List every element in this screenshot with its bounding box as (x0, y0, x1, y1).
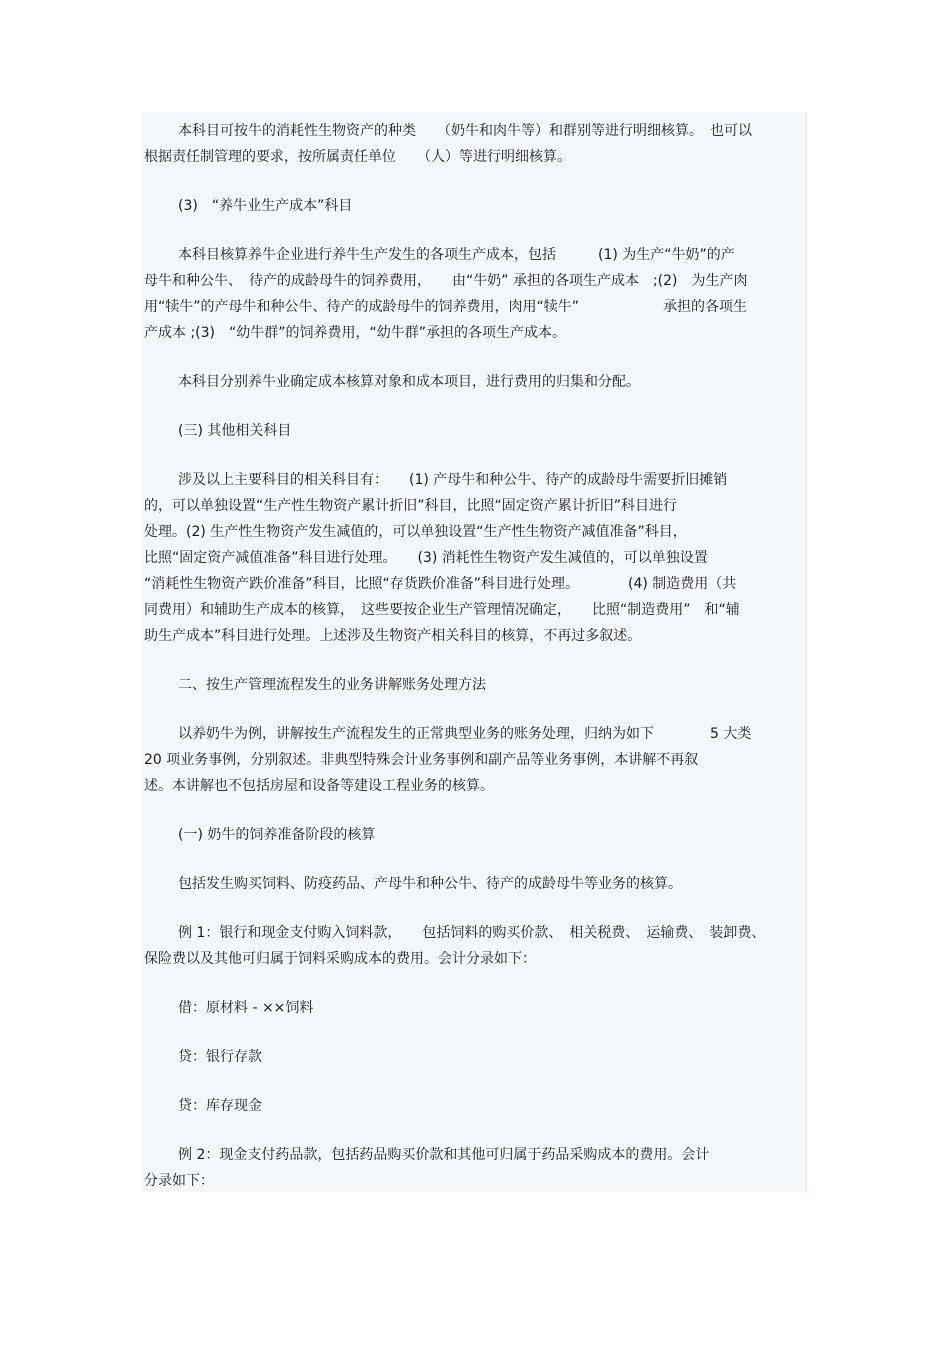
text-line: 本科目可按牛的消耗性生物资产的种类 （奶牛和肉牛等）和群别等进行明细核算。 也可以 (178, 123, 752, 139)
text-line: 涉及以上主要科目的相关科目有： (1) 产母牛和种公牛、待产的成龄母牛需要折旧摊销 (178, 472, 728, 488)
text-line: 以养奶牛为例，讲解按生产流程发生的正常典型业务的账务处理，归纳为如下 5 大类 (178, 726, 752, 742)
text-line: 保险费以及其他可归属于饲料采购成本的费用。会计分录如下： (144, 951, 536, 967)
paragraph (144, 242, 806, 346)
text-line: (一) 奶牛的饲养准备阶段的核算 (178, 827, 376, 843)
text-line: 根据责任制管理的要求，按所属责任单位 （人）等进行明细核算。 (144, 149, 571, 165)
text-line: 本科目分别养牛业确定成本核算对象和成本项目，进行费用的归集和分配。 (178, 374, 640, 390)
section-heading (144, 418, 806, 444)
text-line: 本科目核算养牛企业进行养牛生产发生的各项生产成本，包括 (1) 为生产“牛奶”的产 (178, 247, 735, 263)
paragraph (144, 467, 806, 649)
text-line: (3) “养牛业生产成本”科目 (178, 198, 353, 214)
text-line: 分录如下： (144, 1173, 214, 1189)
journal-entry-credit (144, 1093, 806, 1119)
text-line: 用“犊牛”的产母牛和种公牛、待产的成龄母牛的饲养费用，肉用“犊牛” 承担的各项生 (144, 299, 748, 315)
paragraph (144, 871, 806, 897)
paragraph (144, 920, 806, 972)
document-body (144, 118, 806, 1194)
section-heading (144, 822, 806, 848)
paragraph (144, 1142, 806, 1194)
text-line: 母牛和种公牛、 待产的成龄母牛的饲养费用， 由“牛奶” 承担的各项生产成本 ;(2) 为生产肉 (144, 273, 748, 289)
text-line: 处理。(2) 生产性生物资产发生减值的，可以单独设置“生产性生物资产减值准备”科目， (144, 524, 687, 540)
text-line: 述。本讲解也不包括房屋和设备等建设工程业务的核算。 (144, 778, 494, 794)
text-line: 的，可以单独设置“生产性生物资产累计折旧”科目，比照“固定资产累计折旧”科目进行 (144, 498, 678, 514)
text-line: 产成本 ;(3) “幼牛群”的饲养费用，“幼牛群”承担的各项生产成本。 (144, 325, 567, 341)
text-line: 包括发生购买饲料、防疫药品、产母牛和种公牛、待产的成龄母牛等业务的核算。 (178, 876, 682, 892)
section-heading (144, 672, 806, 698)
text-line: 贷：银行存款 (178, 1049, 262, 1065)
journal-entry-debit (144, 995, 806, 1021)
text-line: 借：原材料 - ××饲料 (178, 1000, 314, 1016)
text-line: 例 2：现金支付药品款，包括药品购买价款和其他可归属于药品采购成本的费用。会计 (178, 1147, 710, 1163)
text-line: “消耗性生物资产跌价准备”科目，比照“存货跌价准备”科目进行处理。 (4) 制造费用（共 (144, 576, 737, 592)
text-line: 二、按生产管理流程发生的业务讲解账务处理方法 (178, 677, 486, 693)
section-heading (144, 193, 806, 219)
text-line: (三) 其他相关科目 (178, 423, 292, 439)
text-line: 贷：库存现金 (178, 1098, 262, 1114)
text-line: 20 项业务事例，分别叙述。非典型特殊会计业务事例和副产品等业务事例，本讲解不再叙 (144, 752, 699, 768)
text-line: 同费用）和辅助生产成本的核算， 这些要按企业生产管理情况确定， 比照“制造费用” 和“辅 (144, 602, 740, 618)
paragraph (144, 369, 806, 395)
text-line: 助生产成本”科目进行处理。上述涉及生物资产相关科目的核算，不再过多叙述。 (144, 628, 642, 644)
paragraph (144, 118, 806, 170)
text-line: 例 1：银行和现金支付购入饲料款， 包括饲料的购买价款、 相关税费、 运输费、 装卸费、 (178, 925, 766, 941)
paragraph (144, 721, 806, 799)
journal-entry-credit (144, 1044, 806, 1070)
text-line: 比照“固定资产减值准备”科目进行处理。 (3) 消耗性生物资产发生减值的，可以单独设置 (144, 550, 708, 566)
